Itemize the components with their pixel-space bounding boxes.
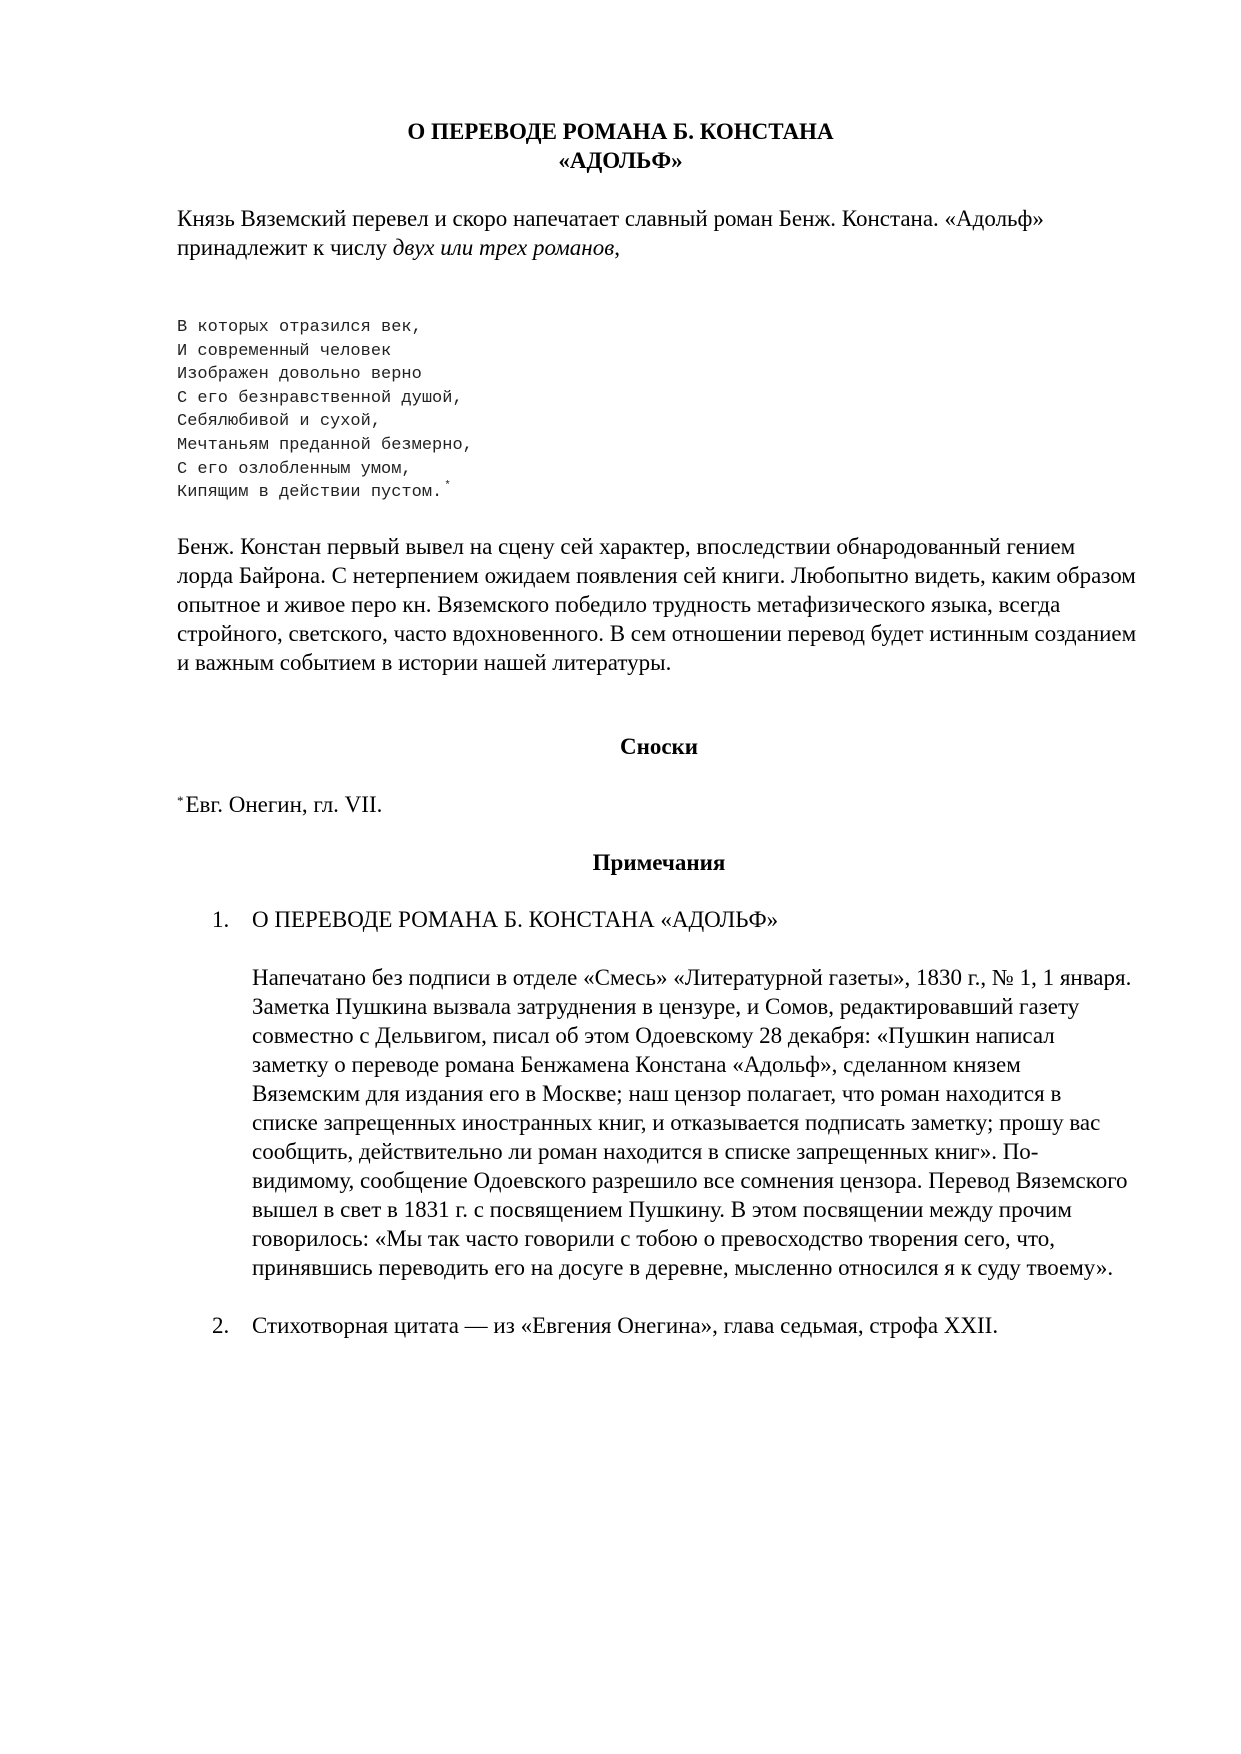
title-line-2: «АДОЛЬФ» (558, 148, 683, 173)
verse-quote (177, 316, 473, 505)
intro-after: , (614, 235, 620, 260)
verse-line-last (177, 481, 473, 505)
footnote-mark[interactable]: * (177, 793, 184, 808)
note-title: О ПЕРЕВОДЕ РОМАНА Б. КОНСТАНА «АДОЛЬФ» (252, 907, 779, 932)
footnotes-heading: Сноски (619, 734, 699, 759)
intro-paragraph (177, 204, 1137, 262)
note-item (0, 905, 1241, 1282)
verse-line: Изображен довольно верно (177, 365, 422, 385)
notes-list (0, 905, 1241, 1340)
intro-text: Князь Вяземский перевел и скоро напечатает славный роман Бенж. Констана. «Адольф» принадлежит к числу (177, 206, 1044, 260)
footnote-text: Евг. Онегин, гл. VII. (185, 792, 383, 817)
note-title: Стихотворная цитата — из «Евгения Онегина», глава седьмая, строфа XXII. (252, 1313, 999, 1338)
note-text: Напечатано без подписи в отделе «Смесь» «Литературной газеты», 1830 г., № 1, 1 января. Заметка Пушкина вызвала затруднения в цензуре, и Сомов, редактировавший газету совместно с Дельвигом, писал об этом Одоевскому 28 декабря: «Пушкин написал заметку о переводе романа Бенжамена Констана «Адольф», сделанном князем Вяземским для издания его в Москве; наш цензор полагает, что роман находится в списке запрещенных иностранных книг, и отказывается подписать заметку; прошу вас сообщить, действительно ли роман находится в списке запрещенных книг». По-видимому, сообщение Одоевского разрешило все сомнения цензора. Перевод Вяземского вышел в свет в 1831 г. с посвящением Пушкину. В этом посвящении между прочим говорилось: «Мы так часто говорили с тобою о превосходство творения сего, что, принявшись переводить его на досуге в деревне, мысленно относился я к суду твоему». (252, 965, 1132, 1280)
verse-line-text: Кипящим в действии пустом. (177, 483, 443, 503)
note-number: 1. (212, 907, 230, 932)
note-item (0, 1311, 1241, 1340)
document-title (0, 117, 1241, 175)
verse-line: Себялюбивой и сухой, (177, 412, 382, 432)
note-number: 2. (212, 1313, 230, 1338)
verse-footnote-mark[interactable]: * (444, 480, 451, 493)
intro-italic: двух или трех романов (392, 235, 615, 260)
verse-line: И современный человек (177, 341, 392, 361)
verse-line: С его безнравственной душой, (177, 388, 463, 408)
notes-heading: Примечания (592, 850, 726, 875)
title-line-1: О ПЕРЕВОДЕ РОМАНА Б. КОНСТАНА (407, 119, 834, 144)
verse-line: Мечтаньям преданной безмерно, (177, 435, 473, 455)
verse-line: В которых отразился век, (177, 318, 422, 337)
body-paragraph: Бенж. Констан первый вывел на сцену сей характер, впоследствии обнародованный гением лорда Байрона. С нетерпением ожидаем появления сей книги. Любопытно видеть, каким образом опытное и живое перо кн. Вяземского победило трудность метафизического языка, всегда стройного, светского, часто вдохновенного. В сем отношении перевод будет истинным созданием и важным событием в истории нашей литературы. (177, 534, 1137, 675)
footnote (177, 790, 382, 819)
verse-line: С его озлобленным умом, (177, 459, 412, 479)
